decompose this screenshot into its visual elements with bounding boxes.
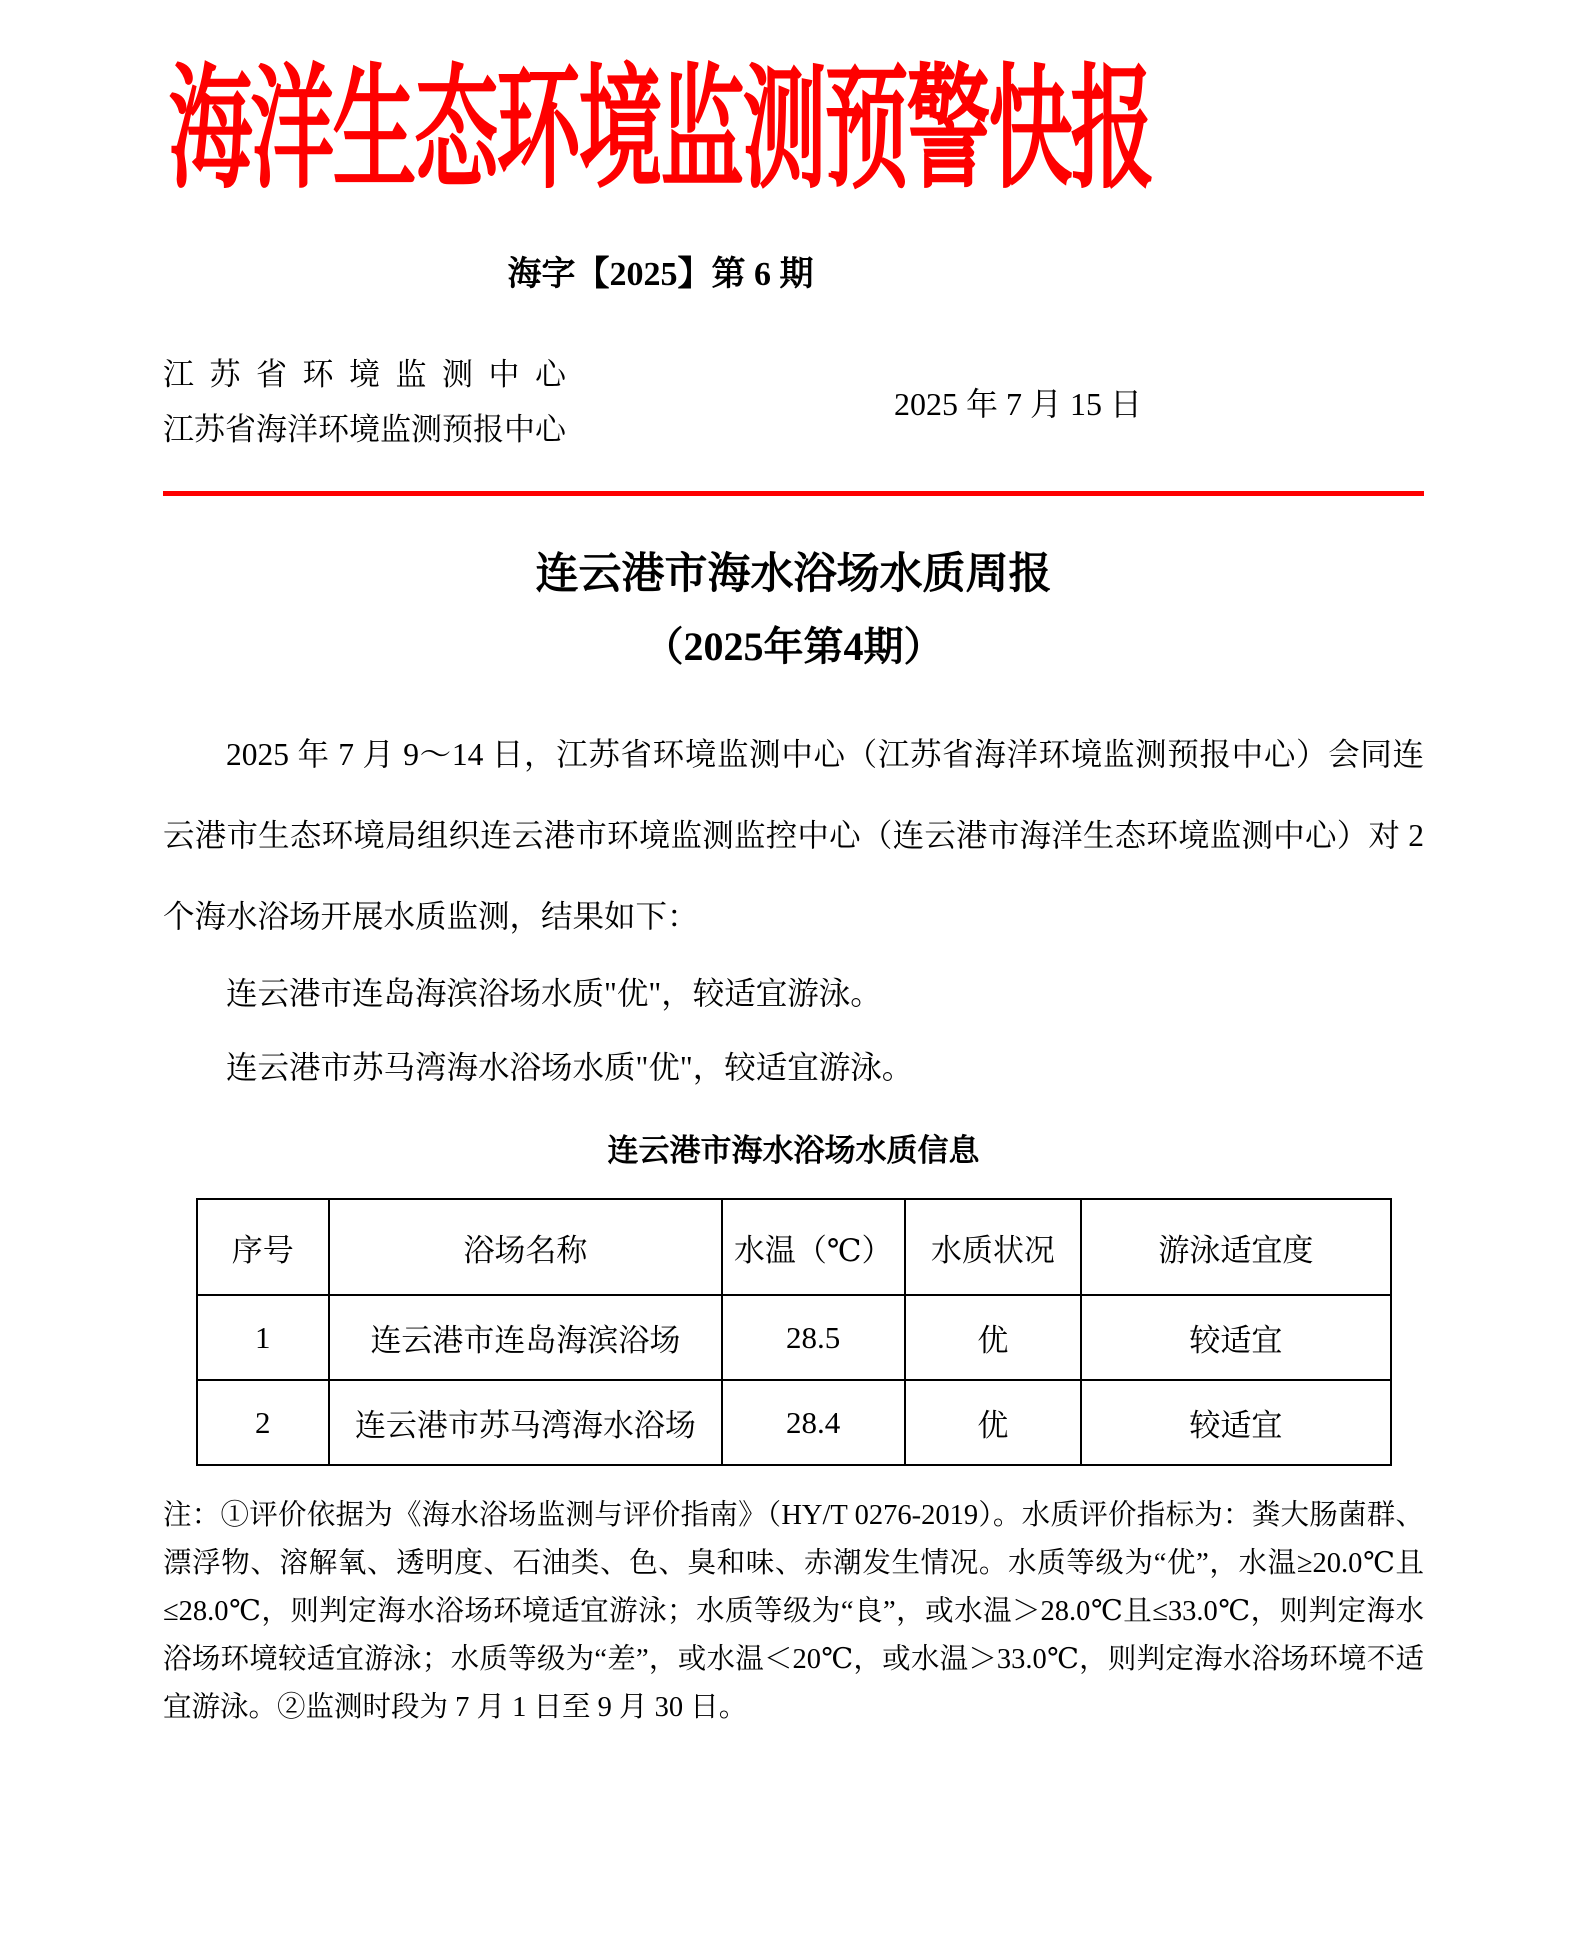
org-date-row <box>163 347 1158 457</box>
footnotes: 注：①评价依据为《海水浴场监测与评价指南》（HY/T 0276-2019）。水质评价指标为：粪大肠菌群、漂浮物、溶解氧、透明度、石油类、色、臭和味、赤潮发生情况。水质等级为“优”，水温≥20.0℃且≤28.0℃，则判定海水浴场环境适宜游泳；水质等级为“良”，或水温＞28.0℃且≤33.0℃，则判定海水浴场环境较适宜游泳；水质等级为“差”，或水温＜20℃，或水温＞33.0℃，则判定海水浴场环境不适宜游泳。②监测时段为 7 月 1 日至 9 月 30 日。 <box>163 1500 1424 1723</box>
table-row <box>197 1295 1391 1380</box>
cell-index: 2 <box>197 1380 330 1465</box>
result-line-sumawan: 连云港市苏马湾海水浴场水质"优"，较适宜游泳。 <box>226 1050 914 1085</box>
cell-water-temp: 28.5 <box>722 1295 905 1380</box>
bulletin-title-wrap <box>163 18 1158 218</box>
masthead <box>163 18 1158 457</box>
org-name-primary: 江苏省环境监测中心 <box>163 357 566 392</box>
col-header-water-temp: 水温（℃） <box>722 1199 905 1295</box>
table-header-row <box>197 1199 1391 1295</box>
col-header-beach-name: 浴场名称 <box>329 1199 722 1295</box>
cell-water-quality: 优 <box>905 1380 1082 1465</box>
report-body-paragraph: 2025 年 7 月 9～14 日，江苏省环境监测中心（江苏省海洋环境监测预报中心）会同连云港市生态环境局组织连云港市环境监测监控中心（连云港市海洋生态环境监测中心）对 2 个海水浴场开展水质监测，结果如下： <box>163 737 1424 934</box>
cell-swim-suitability: 较适宜 <box>1081 1295 1390 1380</box>
table-row <box>197 1380 1391 1465</box>
report-subtitle: （2025年第4期） <box>643 624 944 669</box>
cell-water-quality: 优 <box>905 1295 1082 1380</box>
col-header-index: 序号 <box>197 1199 330 1295</box>
issue-number: 海字【2025】第 6 期 <box>507 256 814 293</box>
masthead-divider <box>163 491 1424 496</box>
cell-swim-suitability: 较适宜 <box>1081 1380 1390 1465</box>
cell-beach-name: 连云港市连岛海滨浴场 <box>329 1295 722 1380</box>
report-title: 连云港市海水浴场水质周报 <box>535 551 1052 598</box>
org-name-secondary: 江苏省海洋环境监测预报中心 <box>163 412 566 447</box>
issuing-organizations <box>163 347 566 457</box>
publish-date: 2025 年 7 月 15 日 <box>893 386 1142 422</box>
bulletin-title: 海洋生态环境监测预警快报 <box>168 56 1153 206</box>
water-quality-table <box>196 1198 1392 1466</box>
cell-index: 1 <box>197 1295 330 1380</box>
cell-water-temp: 28.4 <box>722 1380 905 1465</box>
table-caption: 连云港市海水浴场水质信息 <box>607 1133 980 1168</box>
col-header-water-quality: 水质状况 <box>905 1199 1082 1295</box>
col-header-swim-suitability: 游泳适宜度 <box>1081 1199 1390 1295</box>
result-line-liandao: 连云港市连岛海滨浴场水质"优"，较适宜游泳。 <box>226 976 882 1011</box>
cell-beach-name: 连云港市苏马湾海水浴场 <box>329 1380 722 1465</box>
